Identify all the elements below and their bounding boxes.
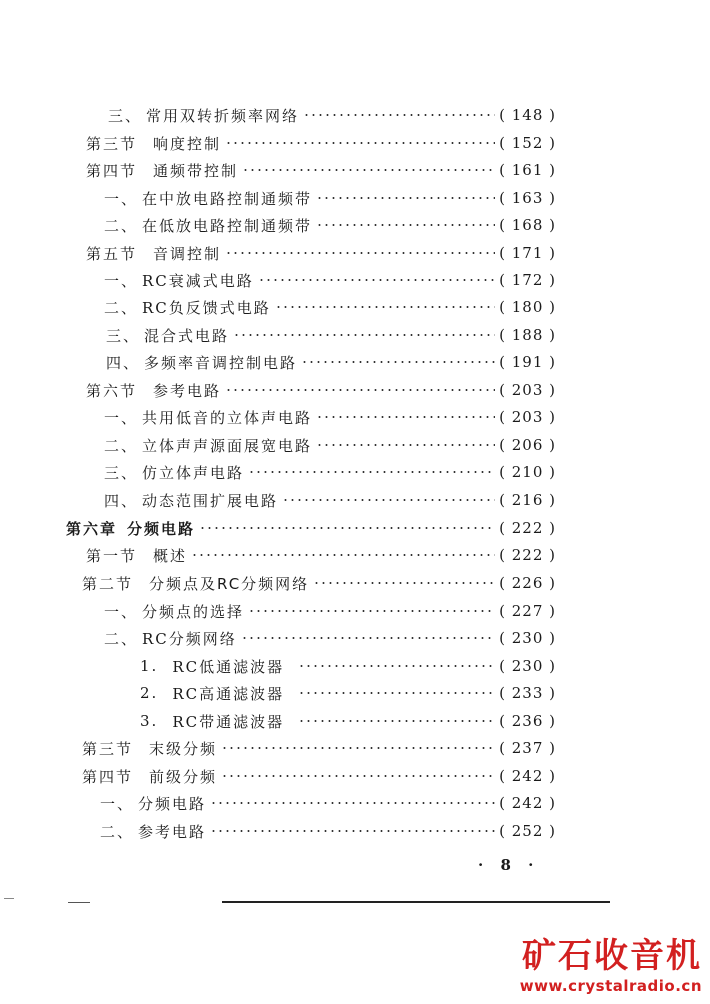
- toc-page: ( 230 ): [499, 657, 556, 675]
- toc-page: ( 168 ): [499, 216, 556, 234]
- toc-row: [104, 487, 556, 513]
- toc-number: 第三节: [82, 739, 134, 758]
- toc-page: ( 206 ): [499, 436, 556, 454]
- dot-leader: [225, 252, 495, 254]
- toc-title: 分频点及RC分频网络: [149, 574, 310, 593]
- toc-number: 一、: [104, 602, 139, 621]
- toc-number: 一、: [104, 189, 139, 208]
- toc-number: 2.: [140, 684, 159, 702]
- toc-title: 参考电路: [138, 822, 207, 841]
- toc-title: RC低通滤波器: [172, 657, 285, 676]
- toc-row: [104, 432, 556, 458]
- toc-number: 四、: [106, 353, 141, 372]
- toc-title: 参考电路: [153, 381, 222, 400]
- toc-row: [86, 130, 556, 156]
- toc-page: ( 237 ): [499, 739, 556, 757]
- toc-row: [100, 818, 556, 844]
- toc-row: [140, 680, 556, 706]
- toc-number: 二、: [104, 436, 139, 455]
- toc-title: 在中放电路控制通频带: [142, 189, 313, 208]
- toc-page: ( 163 ): [499, 189, 556, 207]
- dot-leader: [248, 471, 495, 473]
- toc-title: 混合式电路: [144, 326, 230, 345]
- toc-row: [104, 212, 556, 238]
- watermark: [520, 936, 702, 996]
- toc-title: 多频率音调控制电路: [144, 353, 298, 372]
- footer-rule: [222, 901, 610, 903]
- toc-row: [108, 102, 556, 128]
- toc-page: ( 203 ): [499, 381, 556, 399]
- toc-page: ( 216 ): [499, 491, 556, 509]
- toc-row: [86, 157, 556, 183]
- dot-leader: [316, 197, 495, 199]
- dot-leader: [199, 527, 495, 529]
- toc-title: 末级分频: [149, 739, 218, 758]
- toc-page: ( 203 ): [499, 408, 556, 426]
- dot-leader: [313, 582, 495, 584]
- toc-page: ( 226 ): [499, 574, 556, 592]
- toc-number: 一、: [104, 408, 139, 427]
- dot-leader: [241, 637, 495, 639]
- toc-page: ( 230 ): [499, 629, 556, 647]
- toc-page: ( 252 ): [499, 822, 556, 840]
- toc-number: 1.: [140, 657, 159, 675]
- toc-title: RC负反馈式电路: [142, 298, 271, 317]
- dot-leader: [316, 416, 495, 418]
- dot-leader: [225, 389, 495, 391]
- toc-row: [140, 708, 556, 734]
- toc-row: [100, 790, 556, 816]
- toc-row: [86, 377, 556, 403]
- toc-row: [82, 570, 556, 596]
- dot-leader: [225, 142, 495, 144]
- dot-leader: [221, 775, 495, 777]
- toc-title: 立体声声源面展宽电路: [142, 436, 313, 455]
- toc-number: 二、: [104, 216, 139, 235]
- toc-title: RC衰减式电路: [142, 271, 254, 290]
- dot-leader: [242, 169, 495, 171]
- toc-row: [104, 267, 556, 293]
- toc-number: 二、: [104, 298, 139, 317]
- toc-number: 第六章: [66, 519, 118, 538]
- dot-leader: [221, 747, 495, 749]
- toc-number: 第三节: [86, 134, 138, 153]
- toc-title: 前级分频: [149, 767, 218, 786]
- toc-page: ( 210 ): [499, 463, 556, 481]
- toc-title: RC分频网络: [142, 629, 237, 648]
- toc-title: 仿立体声电路: [142, 463, 245, 482]
- watermark-url: www.crystalradio.cn: [519, 977, 702, 995]
- toc-title: 响度控制: [153, 134, 222, 153]
- toc-page: ( 148 ): [499, 106, 556, 124]
- scan-mark: [68, 902, 90, 903]
- toc-row: [82, 735, 556, 761]
- toc-number: 第六节: [86, 381, 138, 400]
- toc-number: 第四节: [86, 161, 138, 180]
- dot-leader: [303, 114, 495, 116]
- toc-page: ( 227 ): [499, 602, 556, 620]
- toc-title: 音调控制: [153, 244, 222, 263]
- toc-title: 动态范围扩展电路: [142, 491, 279, 510]
- toc-number: 二、: [100, 822, 135, 841]
- dot-leader: [275, 306, 495, 308]
- toc-page: ( 222 ): [499, 519, 556, 537]
- dot-leader: [233, 334, 495, 336]
- toc-page: ( 233 ): [499, 684, 556, 702]
- dot-leader: [316, 224, 495, 226]
- toc-row: [86, 542, 556, 568]
- toc-number: 二、: [104, 629, 139, 648]
- toc-row: [104, 459, 556, 485]
- toc-title: 概述: [153, 546, 188, 565]
- toc-number: 第四节: [82, 767, 134, 786]
- toc-number: 四、: [104, 491, 139, 510]
- toc-number: 第五节: [86, 244, 138, 263]
- dot-leader: [248, 610, 495, 612]
- toc-page: ( 180 ): [499, 298, 556, 316]
- toc-title: 分频点的选择: [142, 602, 245, 621]
- toc-page: ( 152 ): [499, 134, 556, 152]
- toc-page: ( 161 ): [499, 161, 556, 179]
- toc-title: 通频带控制: [153, 161, 239, 180]
- scan-mark: [4, 898, 14, 899]
- toc-row: [104, 185, 556, 211]
- dot-leader: [258, 279, 495, 281]
- dot-leader: [298, 720, 495, 722]
- toc-row: [140, 653, 556, 679]
- toc-number: 第一节: [86, 546, 138, 565]
- toc-title: 分频电路: [127, 519, 196, 538]
- toc-page: ( 171 ): [499, 244, 556, 262]
- toc-title: RC带通滤波器: [172, 712, 285, 731]
- toc-row: [104, 294, 556, 320]
- toc-row: [82, 763, 556, 789]
- toc-page: ( 222 ): [499, 546, 556, 564]
- toc-title: 在低放电路控制通频带: [142, 216, 313, 235]
- toc-title: 分频电路: [138, 794, 207, 813]
- toc-title: 常用双转折频率网络: [146, 106, 300, 125]
- toc-row: [66, 515, 556, 541]
- toc-number: 三、: [106, 326, 141, 345]
- toc-page: ( 242 ): [499, 767, 556, 785]
- toc-page: ( 172 ): [499, 271, 556, 289]
- toc-row: [106, 322, 556, 348]
- page-number: · 8 ·: [478, 856, 540, 874]
- toc-page: ( 242 ): [499, 794, 556, 812]
- dot-leader: [210, 830, 495, 832]
- toc-number: 一、: [104, 271, 139, 290]
- toc-row: [86, 240, 556, 266]
- dot-leader: [298, 665, 495, 667]
- toc-title: 共用低音的立体声电路: [142, 408, 313, 427]
- toc-number: 第二节: [82, 574, 134, 593]
- dot-leader: [298, 692, 495, 694]
- dot-leader: [282, 499, 495, 501]
- toc-number: 三、: [108, 106, 143, 125]
- dot-leader: [301, 361, 495, 363]
- toc-page: ( 191 ): [499, 353, 556, 371]
- toc-row: [106, 349, 556, 375]
- toc-page: ( 188 ): [499, 326, 556, 344]
- watermark-title: 矿石收音机: [522, 936, 702, 976]
- dot-leader: [191, 554, 495, 556]
- toc-number: 三、: [104, 463, 139, 482]
- toc-title: RC高通滤波器: [172, 684, 285, 703]
- toc-page: ( 236 ): [499, 712, 556, 730]
- dot-leader: [316, 444, 495, 446]
- toc-row: [104, 598, 556, 624]
- toc-number: 一、: [100, 794, 135, 813]
- dot-leader: [210, 802, 495, 804]
- toc-row: [104, 404, 556, 430]
- toc-row: [104, 625, 556, 651]
- toc-number: 3.: [140, 712, 159, 730]
